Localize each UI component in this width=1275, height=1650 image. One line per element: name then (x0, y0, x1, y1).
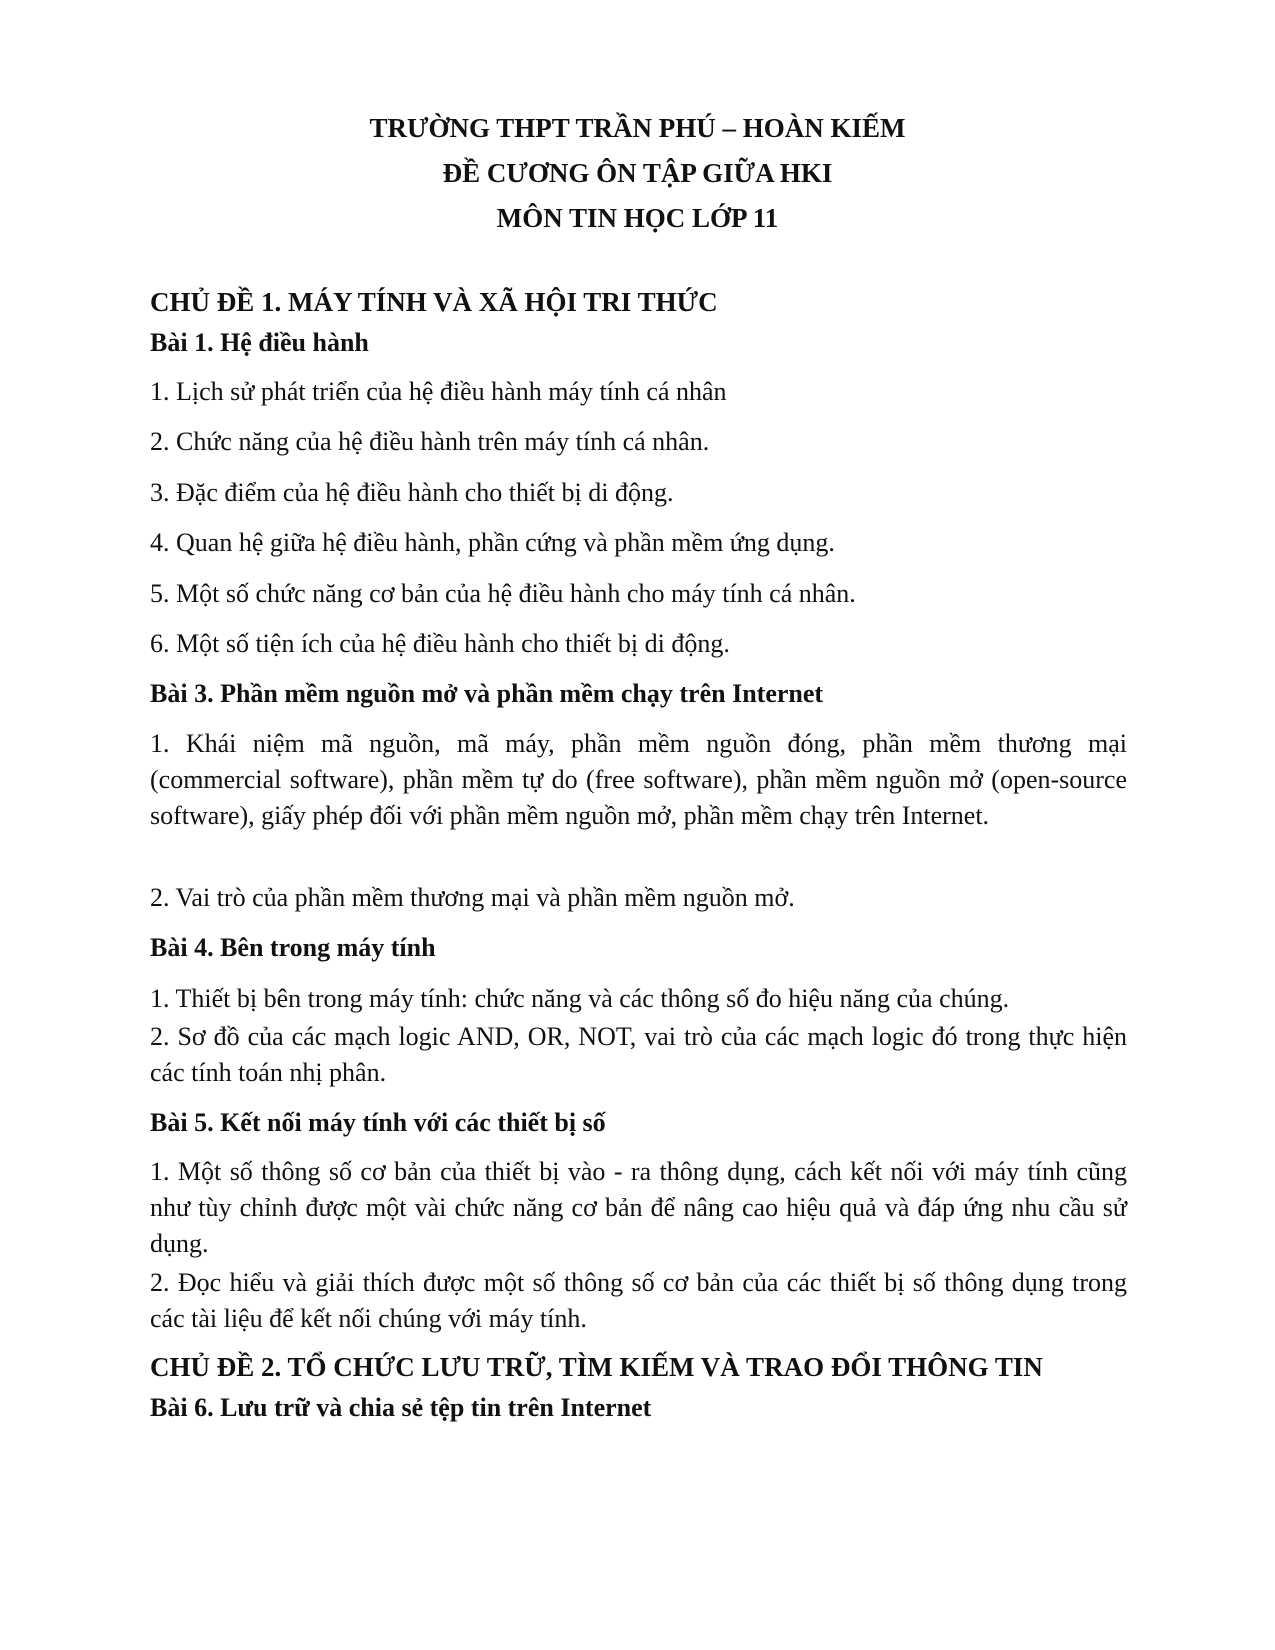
subject-title: MÔN TIN HỌC LỚP 11 (496, 203, 779, 233)
lesson-6-heading: Bài 6. Lưu trữ và chia sẻ tệp tin trên Internet (150, 1393, 652, 1422)
lesson-1-item-4: 4. Quan hệ giữa hệ điều hành, phần cứng và phần mềm ứng dụng. (150, 528, 835, 557)
lesson-4-heading: Bài 4. Bên trong máy tính (150, 933, 436, 962)
lesson-4-item-2: 2. Sơ đồ của các mạch logic AND, OR, NOT, vai trò của các mạch logic đó trong thực hiện các tính toán nhị phân. (150, 1022, 1127, 1087)
lesson-1-heading: Bài 1. Hệ điều hành (150, 328, 369, 357)
document-title: ĐỀ CƯƠNG ÔN TẬP GIỮA HKI (442, 158, 833, 188)
lesson-1-item-2: 2. Chức năng của hệ điều hành trên máy tính cá nhân. (150, 427, 710, 456)
lesson-1-item-6: 6. Một số tiện ích của hệ điều hành cho thiết bị di động. (150, 629, 730, 658)
lesson-4-item-1: 1. Thiết bị bên trong máy tính: chức năng và các thông số đo hiệu năng của chúng. (150, 984, 1010, 1013)
lesson-1-item-1: 1. Lịch sử phát triển của hệ điều hành máy tính cá nhân (150, 377, 727, 406)
school-name: TRƯỜNG THPT TRẦN PHÚ – HOÀN KIẾM (369, 113, 906, 143)
lesson-5-heading: Bài 5. Kết nối máy tính với các thiết bị số (150, 1108, 606, 1137)
lesson-3-item-2: 2. Vai trò của phần mềm thương mại và phần mềm nguồn mở. (150, 883, 795, 912)
lesson-1-item-3: 3. Đặc điểm của hệ điều hành cho thiết bị di động. (150, 478, 674, 507)
topic-1-heading: CHỦ ĐỀ 1. MÁY TÍNH VÀ XÃ HỘI TRI THỨC (150, 287, 718, 317)
topic-2-heading: CHỦ ĐỀ 2. TỔ CHỨC LƯU TRỮ, TÌM KIẾM VÀ TRAO ĐỔI THÔNG TIN (150, 1352, 1043, 1382)
lesson-3-heading: Bài 3. Phần mềm nguồn mở và phần mềm chạy trên Internet (150, 679, 824, 708)
lesson-5-item-1: 1. Một số thông số cơ bản của thiết bị vào - ra thông dụng, cách kết nối với máy tính cũng như tùy chỉnh được một vài chức năng cơ bản để nâng cao hiệu quả và đáp ứng nhu cầu sử dụng. (150, 1157, 1127, 1258)
lesson-1-item-5: 5. Một số chức năng cơ bản của hệ điều hành cho máy tính cá nhân. (150, 579, 856, 608)
lesson-5-item-2: 2. Đọc hiểu và giải thích được một số thông số cơ bản của các thiết bị số thông dụng trong các tài liệu để kết nối chúng với máy tính. (150, 1268, 1127, 1333)
lesson-3-item-1: 1. Khái niệm mã nguồn, mã máy, phần mềm nguồn đóng, phần mềm thương mại (commercial software), phần mềm tự do (free software), phần mềm nguồn mở (open-source software), giấy phép đối với phần mềm nguồn mở, phần mềm chạy trên Internet. (150, 729, 1127, 830)
